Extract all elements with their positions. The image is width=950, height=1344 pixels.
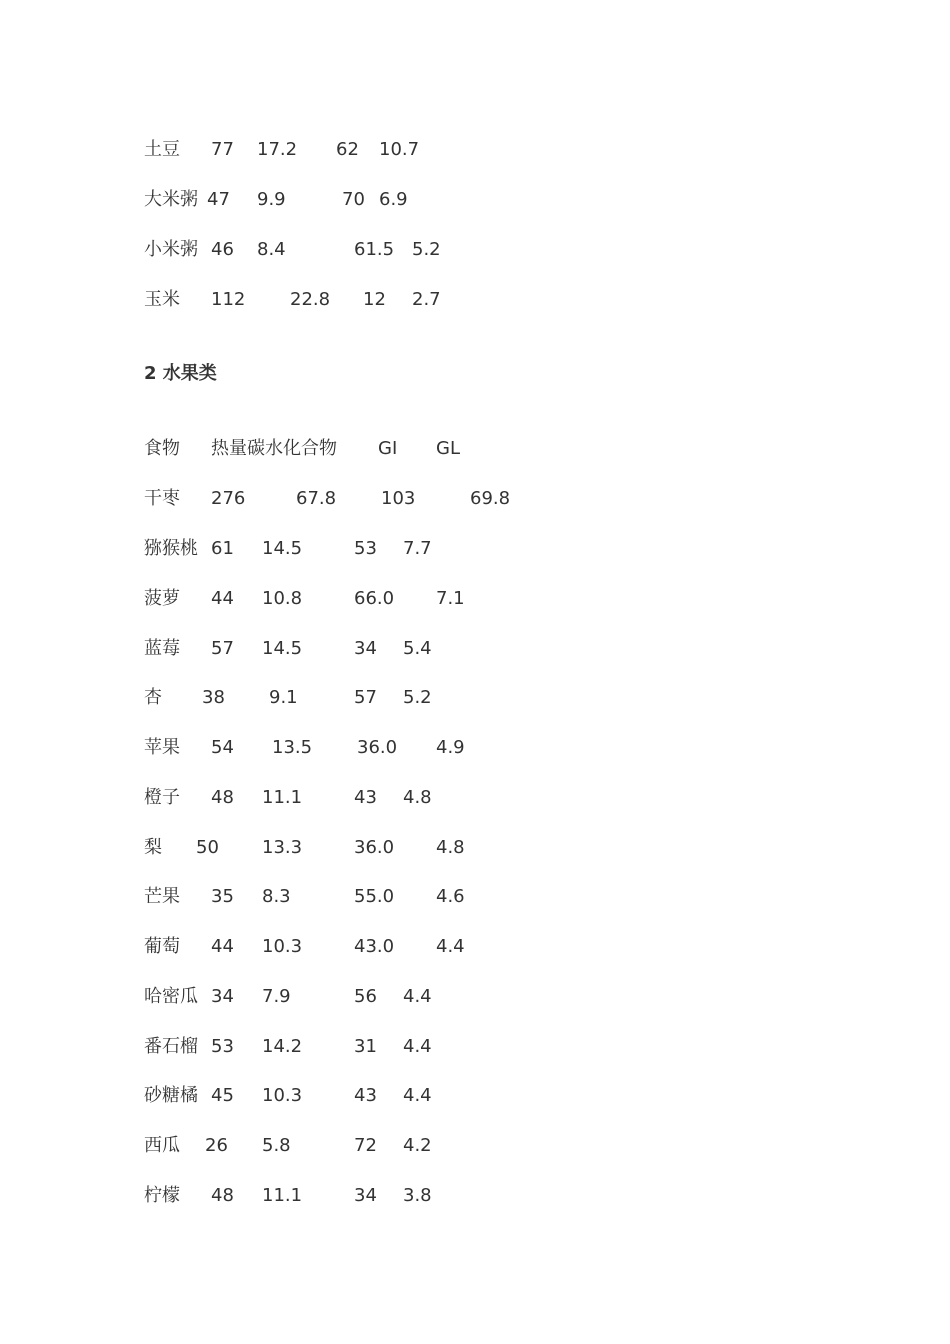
calories-value: 47: [207, 189, 230, 210]
calories-value: 61: [211, 538, 234, 559]
gi-value: 66.0: [354, 588, 395, 609]
gi-value: 61.5: [354, 239, 395, 260]
gi-value: 70: [342, 189, 365, 210]
carbohydrate-value: 11.1: [262, 787, 303, 808]
calories-value: 48: [211, 787, 234, 808]
carbohydrate-value: 10.8: [262, 588, 303, 609]
table-row: [0, 1184, 950, 1208]
gl-value: 4.4: [403, 1085, 432, 1106]
food-name: 苹果: [144, 737, 180, 758]
gl-value: 5.2: [412, 239, 441, 260]
carbohydrate-value: 67.8: [296, 488, 337, 509]
table-header: [0, 437, 950, 461]
table-row: [0, 686, 950, 710]
food-name: 蓝莓: [144, 638, 180, 659]
calories-value: 38: [202, 687, 225, 708]
carbohydrate-value: 14.5: [262, 638, 303, 659]
carbohydrate-value: 14.5: [262, 538, 303, 559]
gl-value: 7.1: [436, 588, 465, 609]
gl-value: 5.2: [403, 687, 432, 708]
gi-value: 31: [354, 1036, 377, 1057]
gl-value: 4.6: [436, 886, 465, 907]
table-row: [0, 1035, 950, 1059]
gi-value: 43: [354, 787, 377, 808]
calories-value: 48: [211, 1185, 234, 1206]
gl-value: 2.7: [412, 289, 441, 310]
carbohydrate-value: 5.8: [262, 1135, 291, 1156]
gl-value: 6.9: [379, 189, 408, 210]
table-row: [0, 935, 950, 959]
column-header-calories-carbohydrate: 热量碳水化合物: [211, 438, 337, 459]
gi-value: 55.0: [354, 886, 395, 907]
table-row: [0, 537, 950, 561]
gi-value: 34: [354, 1185, 377, 1206]
table-row: [0, 288, 950, 312]
calories-value: 54: [211, 737, 234, 758]
carbohydrate-value: 17.2: [257, 139, 298, 160]
calories-value: 26: [205, 1135, 228, 1156]
food-name: 番石榴: [144, 1036, 198, 1057]
carbohydrate-value: 10.3: [262, 1085, 303, 1106]
gl-value: 7.7: [403, 538, 432, 559]
calories-value: 35: [211, 886, 234, 907]
table-row: [0, 587, 950, 611]
carbohydrate-value: 7.9: [262, 986, 291, 1007]
gi-value: 53: [354, 538, 377, 559]
carbohydrate-value: 10.3: [262, 936, 303, 957]
food-name: 猕猴桃: [144, 538, 198, 559]
gi-value: 43.0: [354, 936, 395, 957]
food-name: 橙子: [144, 787, 180, 808]
gi-value: 34: [354, 638, 377, 659]
column-header-gi: GI: [378, 438, 398, 459]
food-name: 大米粥: [144, 189, 198, 210]
gl-value: 4.4: [403, 986, 432, 1007]
gl-value: 4.8: [403, 787, 432, 808]
table-row: [0, 836, 950, 860]
column-header-food: 食物: [144, 438, 180, 459]
calories-value: 112: [211, 289, 246, 310]
calories-value: 276: [211, 488, 246, 509]
food-name: 芒果: [144, 886, 180, 907]
gl-value: 4.4: [436, 936, 465, 957]
gi-value: 43: [354, 1085, 377, 1106]
gl-value: 3.8: [403, 1185, 432, 1206]
table-row: [0, 138, 950, 162]
gl-value: 4.4: [403, 1036, 432, 1057]
food-name: 葡萄: [144, 936, 180, 957]
section-heading: 2 水果类: [144, 363, 217, 384]
calories-value: 44: [211, 588, 234, 609]
food-name: 小米粥: [144, 239, 198, 260]
calories-value: 77: [211, 139, 234, 160]
carbohydrate-value: 14.2: [262, 1036, 303, 1057]
carbohydrate-value: 11.1: [262, 1185, 303, 1206]
carbohydrate-value: 13.5: [272, 737, 313, 758]
calories-value: 45: [211, 1085, 234, 1106]
table-row: [0, 487, 950, 511]
table-row: [0, 885, 950, 909]
food-name: 玉米: [144, 289, 180, 310]
table-row: [0, 786, 950, 810]
gi-value: 36.0: [357, 737, 398, 758]
gi-value: 62: [336, 139, 359, 160]
gi-value: 56: [354, 986, 377, 1007]
food-name: 杏: [144, 687, 162, 708]
gi-value: 72: [354, 1135, 377, 1156]
gl-value: 4.9: [436, 737, 465, 758]
table-row: [0, 1084, 950, 1108]
table-row: [0, 637, 950, 661]
carbohydrate-value: 8.3: [262, 886, 291, 907]
carbohydrate-value: 13.3: [262, 837, 303, 858]
table-row: [0, 188, 950, 212]
calories-value: 44: [211, 936, 234, 957]
gl-value: 5.4: [403, 638, 432, 659]
gi-value: 103: [381, 488, 416, 509]
gl-value: 69.8: [470, 488, 511, 509]
table-row: [0, 1134, 950, 1158]
food-name: 柠檬: [144, 1185, 180, 1206]
gl-value: 4.8: [436, 837, 465, 858]
food-name: 菠萝: [144, 588, 180, 609]
food-name: 哈密瓜: [144, 986, 198, 1007]
table-row: [0, 985, 950, 1009]
carbohydrate-value: 8.4: [257, 239, 286, 260]
gl-value: 4.2: [403, 1135, 432, 1156]
table-row: [0, 736, 950, 760]
column-header-gl: GL: [436, 438, 460, 459]
calories-value: 50: [196, 837, 219, 858]
calories-value: 57: [211, 638, 234, 659]
gl-value: 10.7: [379, 139, 420, 160]
food-name: 西瓜: [144, 1135, 180, 1156]
carbohydrate-value: 9.9: [257, 189, 286, 210]
gi-value: 12: [363, 289, 386, 310]
carbohydrate-value: 9.1: [269, 687, 298, 708]
food-name: 干枣: [144, 488, 180, 509]
calories-value: 46: [211, 239, 234, 260]
gi-value: 36.0: [354, 837, 395, 858]
gi-value: 57: [354, 687, 377, 708]
food-name: 梨: [144, 837, 162, 858]
calories-value: 34: [211, 986, 234, 1007]
table-row: [0, 238, 950, 262]
carbohydrate-value: 22.8: [290, 289, 331, 310]
calories-value: 53: [211, 1036, 234, 1057]
food-name: 砂糖橘: [144, 1085, 198, 1106]
food-name: 土豆: [144, 139, 180, 160]
